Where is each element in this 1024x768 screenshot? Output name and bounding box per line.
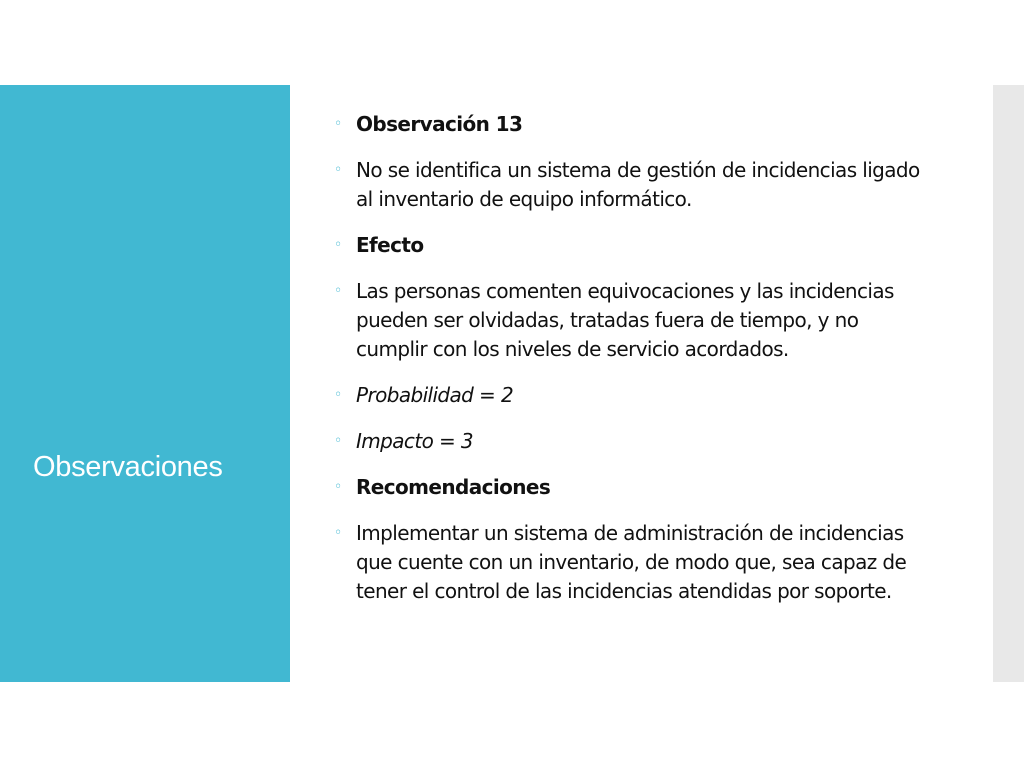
bullet-text: Impacto = 3 [356,429,474,453]
bullet-text: Implementar un sistema de administración de incidencias que cuente con un inventario, de modo que, sea capaz de tener el control de las incidencias atendidas por soporte. [356,521,907,603]
bullet-dot-icon: ◦ [334,237,342,253]
bullet-recommendations-heading [334,473,934,502]
bullet-observation-heading [334,110,934,139]
bullet-probability [334,381,934,410]
bullet-text: Observación 13 [356,112,523,136]
bullet-text: Probabilidad = 2 [356,383,514,407]
bullet-text: Efecto [356,233,424,257]
bullet-text: Las personas comenten equivocaciones y las incidencias pueden ser olvidadas, tratadas fuera de tiempo, y no cumplir con los niveles de servicio acordados. [356,279,894,361]
slide-title: Observaciones [33,451,223,483]
bullet-dot-icon: ◦ [334,116,342,132]
bullet-observation-text [334,156,934,214]
bullet-dot-icon: ◦ [334,433,342,449]
bullet-list [334,110,934,623]
right-decorative-strip [993,85,1024,682]
bullet-dot-icon: ◦ [334,387,342,403]
bullet-effect-text [334,277,934,364]
bullet-dot-icon: ◦ [334,479,342,495]
bullet-dot-icon: ◦ [334,525,342,541]
bullet-impact [334,427,934,456]
title-panel [0,85,290,682]
bullet-dot-icon: ◦ [334,162,342,178]
bullet-dot-icon: ◦ [334,283,342,299]
bullet-text: Recomendaciones [356,475,551,499]
bullet-text: No se identifica un sistema de gestión de incidencias ligado al inventario de equipo informático. [356,158,920,211]
bullet-effect-heading [334,231,934,260]
bullet-recommendations-text [334,519,934,606]
